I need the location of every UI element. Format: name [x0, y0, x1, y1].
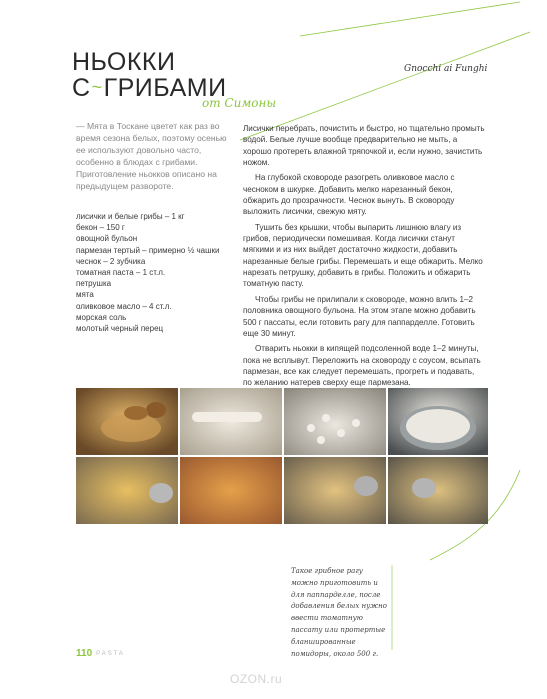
pan-final-photo — [388, 457, 488, 524]
ingredient-item: чеснок – 2 зубчика — [76, 256, 146, 266]
ingredient-item: овощной бульон — [76, 234, 138, 244]
ingredient-item: томатная паста – 1 ст.л. — [76, 268, 166, 278]
page-number: 110 PASTA — [76, 648, 125, 659]
intro-text: — Мята в Тоскане цветет как раз во время сезона белых, поэтому осенью ее используют довольно часто, особенно в блюдах с грибами. Приготовление ньокков описано на предыдущем развороте. — [76, 121, 227, 191]
recipe-title: НЬОККИ С~ГРИБАМИ — [72, 48, 227, 102]
photo-grid — [76, 388, 488, 524]
ingredient-item: молотый черный перец — [76, 324, 164, 334]
ingredient-item: бекон – 150 г — [76, 223, 125, 233]
ingredient-item: пармезан тертый – примерно ½ чашки — [76, 245, 220, 255]
method-step: На глубокой сковороде разогреть оливковое масло с чесноком в шкурке. Добавить мелко нарезанный бекон, обжарить до прозрачности. Чеснок вынуть. В сковороду выложить лисички, свежую мяту. — [243, 173, 455, 217]
method-step: Лисички перебрать, почистить и быстро, но тщательно промыть водой. Белые лучше вообще предварительно не мыть, а хорошо протереть влажной тряпочкой и, если нужно, зачистить ножом. — [243, 124, 485, 168]
method-step: Отварить ньокки в кипящей подсоленной воде 1–2 минуты, пока не всплывут. Переложить на сковороду с соусом, всыпать пармезан, все как следует перемешать, прогреть и подавать, по желанию натерев сверху еще пармезана. — [243, 344, 481, 388]
ingredients-list — [76, 211, 236, 334]
photo-strip — [76, 388, 488, 524]
ingredient-item: оливковое масло – 4 ст.л. — [76, 301, 172, 311]
side-note: Такое грибное рагу можно приготовить и для паппарделле, после добавления белых нужно ввести томатную пассату или протертые бланшированные помидоры, около 500 г. — [291, 567, 387, 658]
ingredient-item: мята — [76, 290, 94, 300]
gnocchi-board-photo — [284, 388, 386, 455]
pan-tomato-photo — [180, 457, 282, 524]
method-step: Чтобы грибы не прилипали к сковороде, можно влить 1–2 половника овощного бульона. На этом этапе можно добавить 500 г пассаты, если готовить рагу для паппарделле. Готовить еще 30 минут. — [243, 294, 476, 338]
book-title: PASTA — [96, 651, 125, 657]
ingredient-item: лисички и белые грибы – 1 кг — [76, 212, 185, 221]
italian-name: Gnocchi ai Funghi — [404, 64, 488, 74]
method-step: Тушить без крышки, чтобы выпарить лишнюю влагу из грибов, периодически помешивая. Когда лисички станут мягкими и из них выйдет достаточно жидкости, добавить нарезанные белые грибы. Перемешать и еще обжарить. Мелко нарезать петрушку, добавить в грибы. Положить и обжарить томатную пасту. — [243, 222, 483, 289]
ingredient-item: петрушка — [76, 279, 112, 289]
method-text — [243, 123, 485, 393]
watermark: OZON.ru — [230, 672, 283, 686]
author-label: от Симоны — [202, 96, 277, 110]
ingredient-item: морская соль — [76, 312, 127, 322]
